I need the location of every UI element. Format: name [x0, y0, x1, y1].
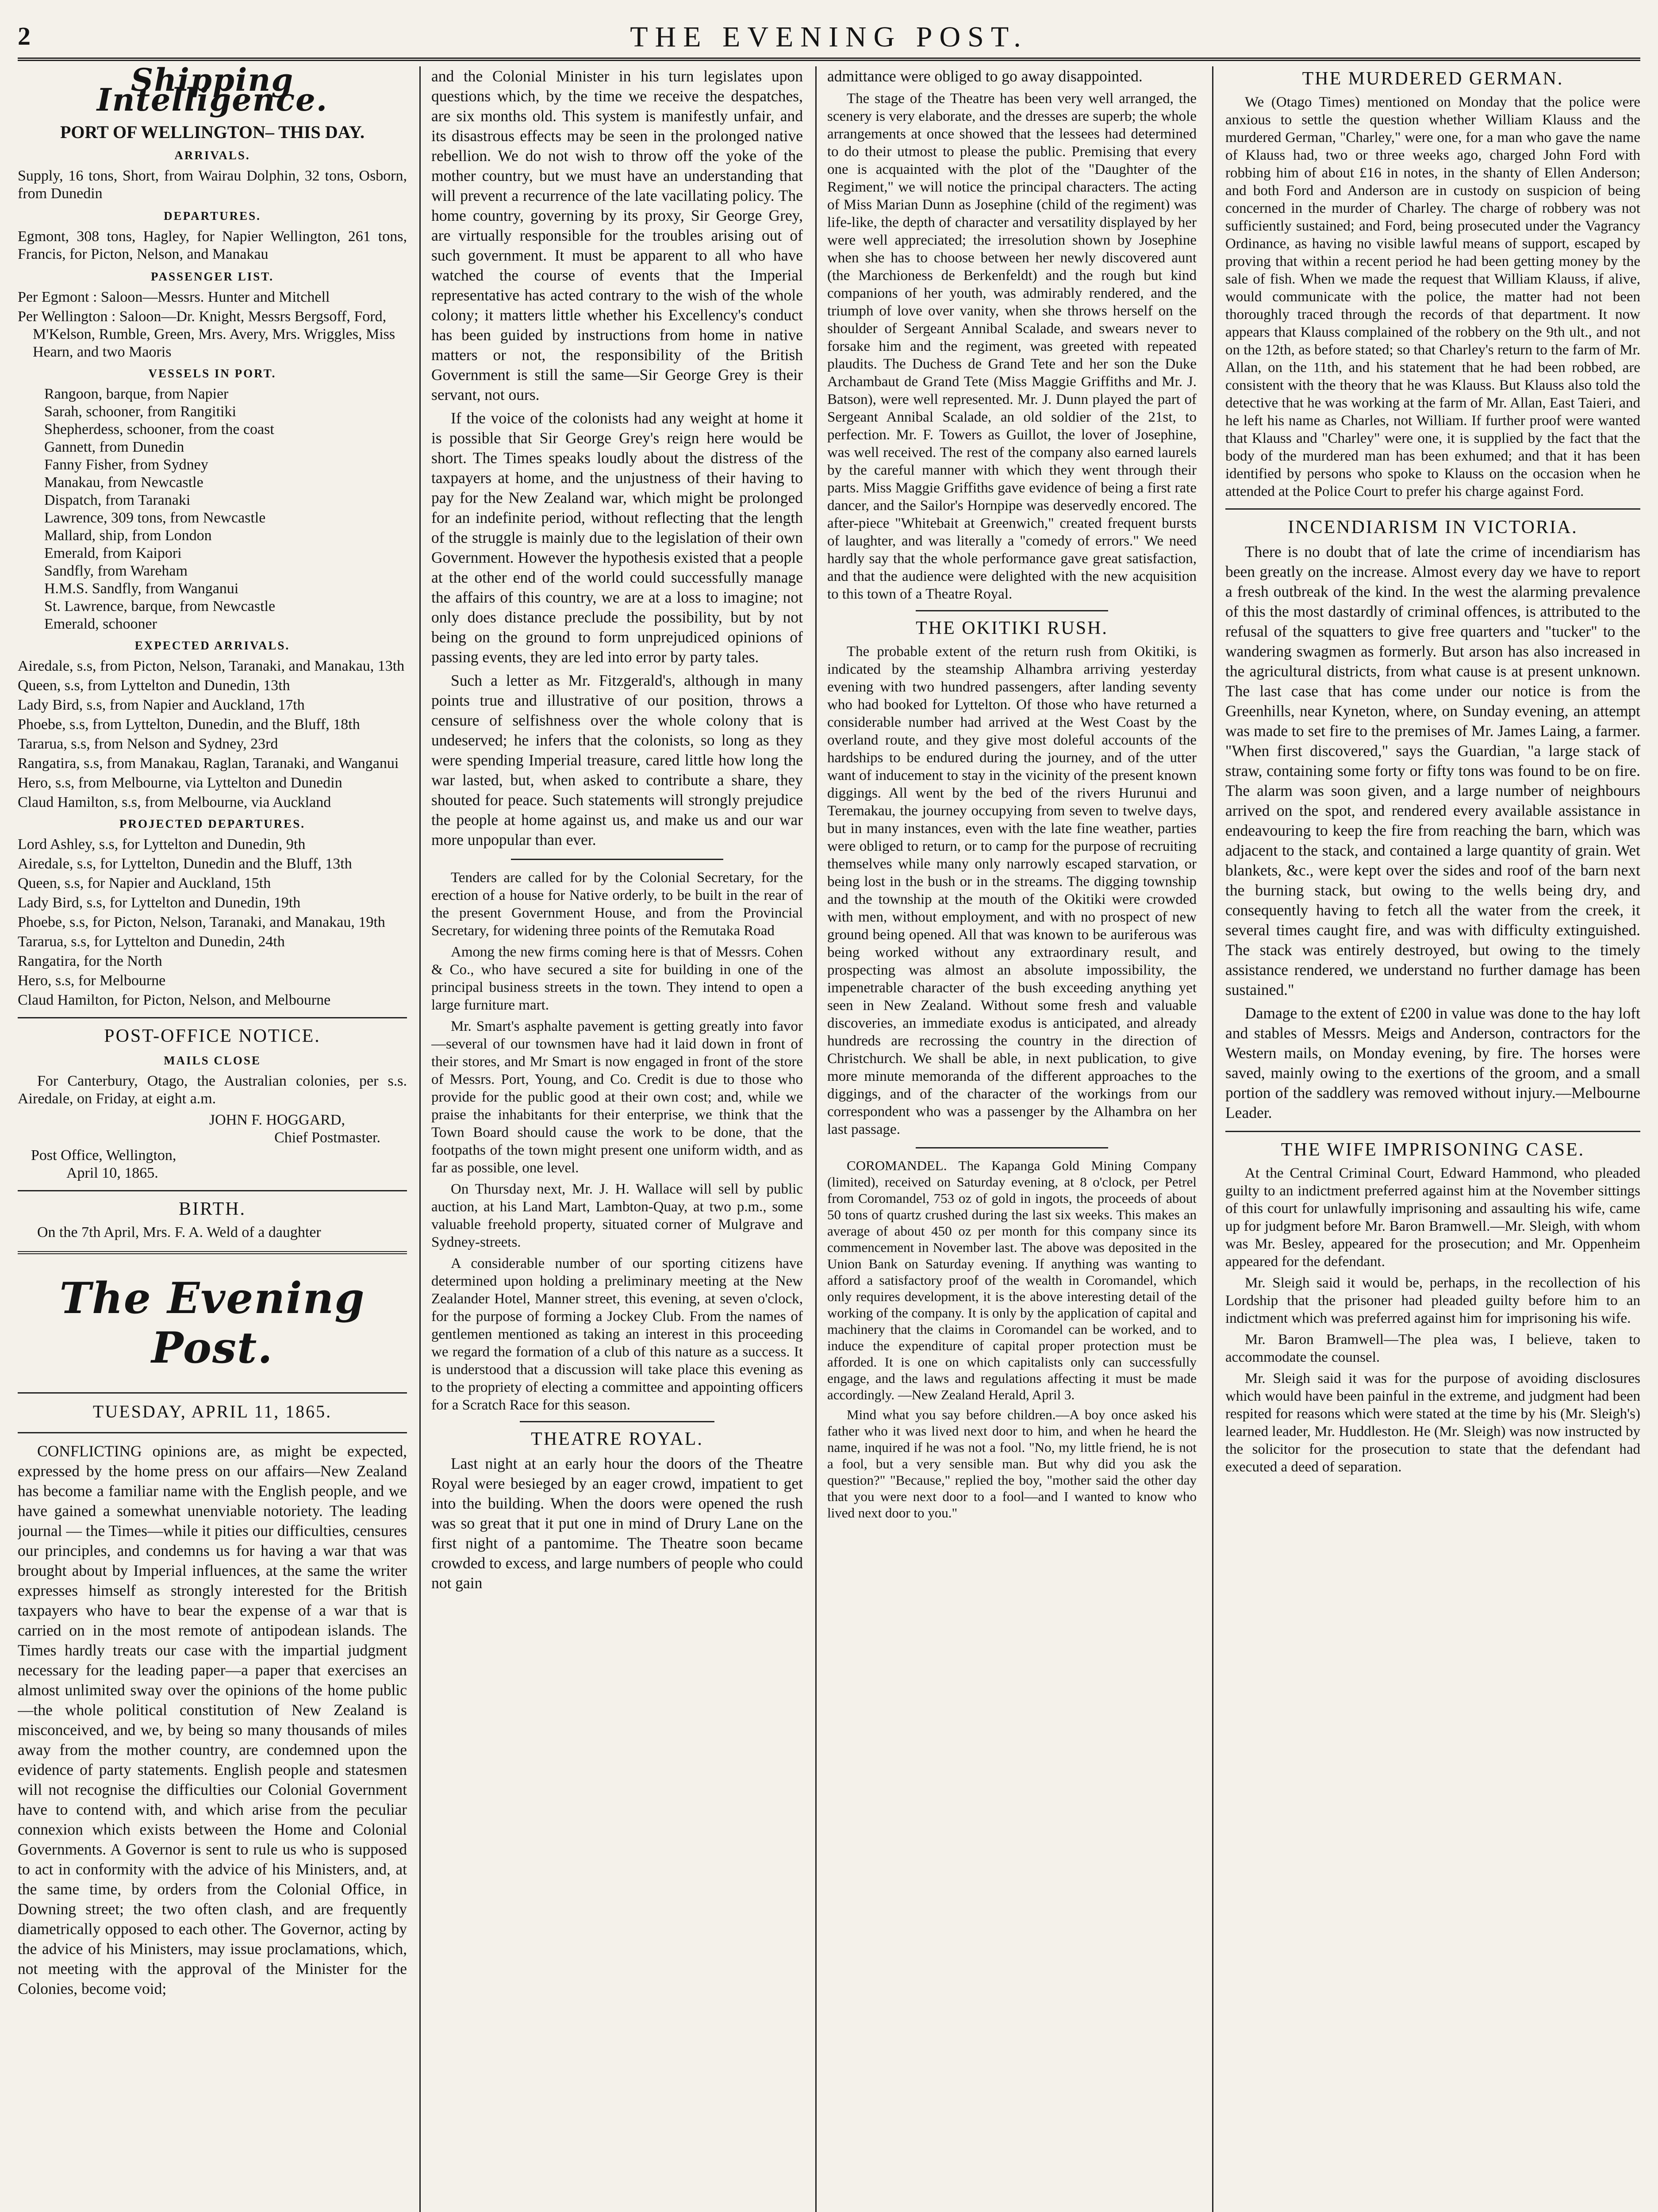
murdered-german-heading: THE MURDERED GERMAN. [1302, 69, 1564, 89]
incendiarism-paragraph: Damage to the extent of £200 in value was done to the hay loft and stables of Messrs. Meigs and Anderson, contractors for the Western mails, on Monday evening, by fire. The horses were saved, mainly owing to the exertions of the groom, and a small portion of the saddlery was removed without injury.—Melbourne Leader. [1225, 1004, 1640, 1121]
incendiarism-heading: INCENDIARISM IN VICTORIA. [1288, 517, 1578, 538]
expected-entry: Tararua, s.s, from Nelson and Sydney, 23rd [18, 736, 278, 752]
projected-entry: Tararua, s.s, for Lyttelton and Dunedin, 24th [18, 933, 285, 950]
theatre-paragraph: The stage of the Theatre has been very well arranged, the scenery is very elaborate, and the dresses are superb; the whole arrangements at once showed that the lessees had determined to do their utmost to please the public. Premising that every one is acquainted with the plot of the "Daughter of the Regiment," we will notice the principal characters. The acting of Miss Marian Dunn as Josephine (child of the regiment) was life-like, the depth of character and versatility displayed by her were well appreciated; the irresolution shown by Josephine when she has to choose between her newly discovered aunt (the Marchioness de Berkenfeldt) and the rough but kind companions of her youth, was admirably rendered, and the triumph of love over vanity, when she throws herself on the shoulder of Sergeant Annibal Scalade, and swears never to forsake him and the regiment, was greeted with repeated plaudits. The Duchess de Grand Tete and her son the Duke Archambaut de Grand Tete (Miss Maggie Griffiths and Mr. J. Batson), were well represented. Mr. J. Dunn played the part of Sergeant Annibal Scalade, an old soldier of the 21st, to perfection. Mr. F. Towers as Guillot, the lover of Josephine, was well received. The rest of the company also earned laurels by the careful manner with which they went through their parts. Miss Maggie Griffiths gave evidence of being a first rate dancer, and the Sailor's Hornpipe was deservedly encored. The after-piece "Whitebait at Greenwich," created frequent bursts of laughter, and was literally a "comedy of errors." We need hardly say that the whole performance gave great satisfaction, and that the audience were delighted with the new acquisition to this town of a Theatre Royal. [827, 91, 1197, 602]
short-rule [511, 859, 723, 860]
vessel-entry: Rangoon, barque, from Napier [44, 386, 229, 402]
expected-entry: Hero, s.s, from Melbourne, via Lyttelton and Dunedin [18, 775, 342, 791]
wife-case-paragraph: Mr. Sleigh said it was for the purpose of avoiding disclosures which would have been painful in the extreme, and judgment had been respited for reasons which were stated at the time by his (Mr. Sleigh's) learned leader, Mr. Huddleston. He (Mr. Sleigh) was now instructed by the solicitor for the prosecution to state that the defendant had executed a deed of separation. [1225, 1371, 1640, 1475]
incendiarism-paragraph: There is no doubt that of late the crime of incendiarism has been greatly on the increase. Almost every day we have to report a fresh outbreak of the kind. In the west the alarming prevalence of this the most dastardly of criminal offences, is attributed to the refusal of the squatters to give free quarters and "tucker" to the wandering swagmen as formerly. But arson has also increased in the agricultural districts, from what cause is at present unknown. The last case that has come under our notice is from the Greenhills, near Kyneton, where, on Sunday evening, an attempt was made to set fire to the premises of Mr. James Laing, a farmer. "When first discovered," says the Guardian, "a large stack of straw, containing some forty or fifty tons was found to be on fire. The alarm was soon given, and a large number of neighbours arrived on the spot, and rendered every available assistance in endeavouring to keep the fire from reaching the barn, which was adjacent to the stack, and contained a large quantity of grain. Wet blankets, &c., were kept over the sides and roof of the barn next the burning stack, but owing to the wells being dry, and consequently having to fetch all the water from the creek, it several times caught fire, and was with difficulty extinguished. The stack was entirely destroyed, but owing to the timely assistance rendered, we understand no further damage has been sustained." [1225, 543, 1640, 998]
post-office-notice-heading: POST-OFFICE NOTICE. [104, 1026, 321, 1046]
postmaster-name: JOHN F. HOGGARD, [209, 1112, 345, 1128]
column-1 [18, 66, 407, 2212]
wife-case-paragraph: At the Central Criminal Court, Edward Hammond, who pleaded guilty to an indictment preferred against him at the November sittings of this court for unlawfully imprisoning and assaulting his wife, came up for judgment before Mr. Baron Bramwell.—Mr. Sleigh, with whom was Mr. Besley, appeared for the prosecution; and Mr. Oppenheim appeared for the defendant. [1225, 1165, 1640, 1270]
passenger-entry: Per Egmont : Saloon—Messrs. Hunter and Mitchell [18, 289, 330, 305]
column-2 [431, 66, 803, 2212]
vessel-entry: H.M.S. Sandfly, from Wanganui [44, 580, 239, 597]
short-rule [916, 610, 1108, 611]
okitiki-paragraph: The probable extent of the return rush from Okitiki, is indicated by the steamship Alhambra arriving yesterday evening with two hundred passengers, after landing seventy who had booked for Lyttelton. Of those who have returned a considerable number had arrived at the West Coast by the overland route, and they give most doleful accounts of the hardships to be endured during the journey, and of the utter want of inducement to stay in the vicinity of the present known diggings. All went by the bed of the rivers Hurunui and Teremakau, the journey occupying from seven to twelve days, but in many instances, even with the late fine weather, parties were obliged to return, or to camp for the purpose of recruiting themselves while many only narrowly escaped starvation, or being lost in the bush or in the streams. The digging township and the township at the mouth of the Okitiki were crowded with men, without employment, and with no prospect of new ground being opened. All that was known to be auriferous was being worked without any extraordinary result, and prospecting was almost an absolute impossibility, the impenetrable character of the bush exceeding anything yet seen in New Zealand. Without some fresh and valuable discoveries, an immediate exodus is anticipated, and already hundreds are recrossing the country in the direction of Christchurch. We shall be able, in next publication, to give more minute memoranda of the different approaches to the diggings, and of the character of the workings from our correspondent who was a passenger by the Alhambra on her last passage. [827, 644, 1197, 1137]
section-rule [18, 1392, 407, 1394]
projected-departures-label: PROJECTED DEPARTURES. [119, 817, 306, 830]
vessel-entry: Shepherdess, schooner, from the coast [44, 421, 274, 438]
vessel-entry: St. Lawrence, barque, from Newcastle [44, 598, 276, 614]
post-office-date: April 10, 1865. [66, 1165, 158, 1181]
arrivals-label: ARRIVALS. [174, 149, 250, 162]
expected-arrivals-label: EXPECTED ARRIVALS. [134, 639, 290, 652]
passenger-entry: Per Wellington : Saloon—Dr. Knight, Messrs Bergsoff, Ford, M'Kelson, Rumble, Green, Mrs. Avery, Mrs. Wriggles, Miss Hearn, and two Maoris [18, 308, 395, 360]
okitiki-rush-heading: THE OKITIKI RUSH. [916, 618, 1108, 638]
projected-entry: Claud Hamilton, for Picton, Nelson, and Melbourne [18, 992, 331, 1008]
arrivals-text: Supply, 16 tons, Short, from Wairau Dolphin, 32 tons, Osborn, from Dunedin [18, 168, 407, 202]
departures-text: Egmont, 308 tons, Hagley, for Napier Wellington, 261 tons, Francis, for Picton, Nelson, and Manakau [18, 228, 407, 262]
wife-case-paragraph: Mr. Sleigh said it would be, perhaps, in the recollection of his Lordship that the prisoner had pleaded guilty before him to an indictment which was preferred against him for imprisoning his wife. [1225, 1275, 1640, 1326]
column-divider [815, 66, 817, 2212]
dateline: TUESDAY, APRIL 11, 1865. [92, 1402, 332, 1421]
projected-entry: Phoebe, s.s, for Picton, Nelson, Taranaki, and Manakau, 19th [18, 914, 385, 930]
vessel-entry: Mallard, ship, from London [44, 527, 212, 544]
birth-text: On the 7th April, Mrs. F. A. Weld of a daughter [37, 1224, 321, 1240]
editorial-paragraph: Such a letter as Mr. Fitzgerald's, although in many points true and illustrative of our position, throws a censure of selfishness over the whole colony that is undeserved; he infers that the colonists, so long as they were spending Imperial treasure, cared little how long the war lasted, but, when asked to contribute a share, they shouted for peace. Such statements will strongly prejudice the people at home against us, and make us and our war more unpopular than ever. [431, 672, 803, 849]
short-rule [916, 1147, 1108, 1148]
wife-case-paragraph: Mr. Baron Bramwell—The plea was, I believe, taken to accommodate the counsel. [1225, 1332, 1640, 1365]
expected-entry: Phoebe, s.s, from Lyttelton, Dunedin, and the Bluff, 18th [18, 716, 360, 733]
vessel-entry: Manakau, from Newcastle [44, 474, 203, 491]
post-office-location: Post Office, Wellington, [31, 1147, 177, 1164]
birth-heading: BIRTH. [179, 1199, 246, 1219]
double-rule [18, 1251, 407, 1254]
short-rule [520, 1421, 714, 1422]
vessel-entry: Fanny Fisher, from Sydney [44, 457, 208, 473]
postmaster-title: Chief Postmaster. [274, 1129, 380, 1146]
masthead [18, 9, 1640, 61]
news-paragraph: Mr. Smart's asphalte pavement is getting greatly into favor—several of our townsmen have had it laid down in front of their stores, and Mr Smart is now engaged in front of the store of Messrs. Port, Young, and Co. Credit is due to those who provide for the public good at their own cost; and, while we praise the inhabitants for their enterprise, we think that the Town Board should cause the work to be done, that the footpaths of the town might present one uniform width, and as far as possible, one level. [431, 1018, 803, 1176]
expected-entry: Lady Bird, s.s, from Napier and Auckland, 17th [18, 697, 305, 713]
projected-entry: Lord Ashley, s.s, for Lyttelton and Dunedin, 9th [18, 836, 306, 853]
column-4 [1225, 66, 1640, 2212]
section-rule [1225, 508, 1640, 510]
column-divider [419, 66, 421, 2212]
anecdote-paragraph: Mind what you say before children.—A boy once asked his father who it was lived next door to him, and when he heard the name, inquired if he was not a fool. "No, my little friend, he is not a fool, but a very sensible man. But why did you ask the question?" "Because," replied the boy, "mother said the other day that you were next door to a fool—and I wanted to know who lived next door to you." [827, 1407, 1197, 1521]
section-rule [18, 1432, 407, 1433]
passenger-list-label: PASSENGER LIST. [150, 270, 274, 283]
vessel-entry: Sarah, schooner, from Rangitiki [44, 403, 236, 420]
murdered-german-paragraph: We (Otago Times) mentioned on Monday that the police were anxious to settle the question whether William Klauss and the murdered German, "Charley," were one, for a man who gave the name of Klauss had, two or three weeks ago, charged John Ford with robbing him of about £16 in notes, in the shanty of Ellen Anderson; and both Ford and Anderson are in custody on suspicion of being concerned in the murder of Charley. The charge of robbery was not sufficiently sustained; and Ford, being prosecuted under the Vagrancy Ordinance, as having no visible lawful means of support, escaped by proving that within a recent period he had been getting money by the sale of fish. When we made the request that William Klauss, if alive, would communicate with the police, the matter had not been thoroughly traced through the records of that department. It now appears that Klauss complained of the robbery on the 9th ult., and not on the 12th, as before stated; so that Charley's return to the farm of Mr. Allan, on the 11th, and his statement that he had been robbed, are consistent with the theory that he was Klauss. But Klauss also told the detective that he was working at the farm of Mr. Allan, East Taieri, and he left his name as Charles, not William. If further proof were wanted that Klauss and "Charley" were one, it is supplied by the fact that the body of the murdered man has been exhumed; and that it has been identified by persons who spoke to Klauss on the occasion when he attended at the Police Court to prefer his charge against Ford. [1225, 94, 1640, 499]
mails-close-label: MAILS CLOSE [164, 1054, 261, 1067]
shipping-intelligence-title: Shipping Intelligence. [96, 66, 328, 118]
vessel-entry: Emerald, schooner [44, 616, 157, 632]
page-number: 2 [18, 22, 31, 50]
section-rule [18, 1017, 407, 1018]
editorial-paragraph: If the voice of the colonists had any weight at home it is possible that Sir George Grey's reign here would be short. The Times speaks loudly about the distress of the taxpayers at home, and the unjustness of their having to pay for the New Zealand war, which might be prolonged for an indefinite period, without reflecting that the length of the struggle is mainly due to the legislation of their own Government. However the hypothesis existed that a people at the other end of the world could successfully manage the affairs of this country, we are at a loss to imagine; not only does distance preclude the possibility, but by not being on the ground to form unprejudiced opinions of passing events, they are led into error by party tales. [431, 409, 803, 666]
news-paragraph: A considerable number of our sporting citizens have determined upon holding a preliminary meeting at the New Zealander Hotel, Manner street, this evening, at seven o'clock, for the purpose of forming a Jockey Club. From the names of gentlemen mentioned as taking an interest in this proceeding we regard the formation of a club of this nature as a success. It is understood that a discussion will take place this evening as to the propriety of electing a committee and appointing officers for a Scratch Race for this season. [431, 1256, 803, 1413]
vessel-entry: Gannett, from Dunedin [44, 439, 184, 455]
vessels-list [18, 385, 407, 633]
expected-entry: Rangatira, s.s, from Manakau, Raglan, Taranaki, and Wanganui [18, 755, 399, 772]
theatre-royal-heading: THEATRE ROYAL. [531, 1429, 703, 1449]
vessel-entry: Sandfly, from Wareham [44, 563, 188, 579]
vessel-entry: Lawrence, 309 tons, from Newcastle [44, 510, 266, 526]
mails-text: For Canterbury, Otago, the Australian colonies, per s.s. Airedale, on Friday, at eight a.m. [18, 1073, 407, 1107]
theatre-continued: admittance were obliged to go away disappointed. [827, 67, 1143, 85]
expected-entry: Claud Hamilton, s.s, from Melbourne, via Auckland [18, 794, 331, 810]
editorial-continued: and the Colonial Minister in his turn legislates upon questions which, by the time we receive the despatches, are six months old. This system is manifestly unfair, and its disastrous effects may be seen in the prolonged native rebellion. We do not wish to throw off the yoke of the mother country, but we must have an understanding that will prevent a recurrence of the late vacillating policy. The home country, governing by its proxy, Sir George Grey, are virtually responsible for the troubles arising out of such government. It must be apparent to all who have watched the course of events that the Imperial representative has acted contrary to the wish of the whole colony; it matters little whether his Excellency's conduct has been guided by instructions from home in native matters or not, the responsibility of the British Government is still the same—Sir George Grey is their servant, not ours. [431, 67, 803, 403]
projected-entry: Airedale, s.s, for Lyttelton, Dunedin and the Bluff, 13th [18, 856, 352, 872]
newspaper-header-title: THE EVENING POST. [630, 21, 1028, 53]
vessel-entry: Emerald, from Kaipori [44, 545, 182, 561]
wife-imprisoning-heading: THE WIFE IMPRISONING CASE. [1281, 1140, 1585, 1160]
column-3 [827, 66, 1197, 2212]
port-heading: PORT OF WELLINGTON– THIS DAY. [60, 122, 365, 142]
expected-entry: Queen, s.s, from Lyttelton and Dunedin, 13th [18, 677, 290, 694]
expected-entry: Airedale, s.s, from Picton, Nelson, Taranaki, and Manakau, 13th [18, 658, 405, 674]
news-paragraph: On Thursday next, Mr. J. H. Wallace will sell by public auction, at his Land Mart, Lambton-Quay, at two p.m., some valuable freehold property, situated corner of Mulgrave and Sydney-streets. [431, 1181, 803, 1250]
editorial-text: CONFLICTING opinions are, as might be expected, expressed by the home press on our affairs—New Zealand has become a familiar name with the English people, and we have gained a somewhat unenviable notoriety. The leading journal — the Times—while it pities our difficulties, censures our principles, and condemns us for having a war that was brought about by Imperial influences, at the same the writer expresses himself as strongly interested for the British taxpayers who have to bear the expense of a war that is carried on in the most remote of antipodean islands. The Times hardly treats our case with the impartial judgment necessary for the leading paper—a paper that exercises an almost unlimited sway over the opinions of the home public—the whole political constitution of New Zealand is misconceived, and we, by being so many thousands of miles away from the mother country, are condemned upon the evidence of party statements. English people and statesmen will not recognise the difficulties our Colonial Government have to contend with, and which arise from the peculiar connexion which exists between the Home and Colonial Governments. A Governor is sent to rule us who is supposed to act in conformity with the advice of his Ministers, and, at the same time, by orders from the Colonial Office, in Downing street; the two often clash, and are frequently diametrically opposed to each other. The Governor, acting by the advice of his Ministers, may issue proclamations, which, not meeting with the approval of the Minister for the Colonies, become void; [18, 1442, 407, 1997]
news-paragraph: Tenders are called for by the Colonial Secretary, for the erection of a house for Native orderly, to be built in the rear of the present Government House, and from the Provincial Secretary, for widening three points of the Remutaka Road [431, 870, 803, 939]
section-rule [18, 1190, 407, 1191]
departures-label: DEPARTURES. [164, 209, 261, 223]
vessel-entry: Dispatch, from Taranaki [44, 492, 191, 508]
column-divider [1212, 66, 1213, 2212]
vessels-in-port-label: VESSELS IN PORT. [148, 367, 276, 380]
projected-entry: Rangatira, for the North [18, 953, 162, 969]
paper-title: The Evening Post. [59, 1273, 365, 1373]
section-rule [1225, 1131, 1640, 1132]
projected-entry: Lady Bird, s.s, for Lyttelton and Dunedin, 19th [18, 895, 301, 911]
news-paragraph: Among the new firms coming here is that of Messrs. Cohen & Co., who have secured a site for building in one of the principal business streets in the town. They intend to open a large furniture mart. [431, 944, 803, 1013]
theatre-paragraph: Last night at an early hour the doors of the Theatre Royal were besieged by an eager crowd, impatient to get into the building. When the doors were opened the rush was so great that it put one in mind of Drury Lane on the first night of a pantomime. The Theatre soon became crowded to excess, and large numbers of people who could not gain [431, 1455, 803, 1592]
projected-entry: Queen, s.s, for Napier and Auckland, 15th [18, 875, 271, 891]
coromandel-paragraph: COROMANDEL. The Kapanga Gold Mining Company (limited), received on Saturday evening, at 8 o'clock, per Petrel from Coromandel, 753 oz of gold in ingots, the proceeds of about 50 tons of quartz crushed during the last six weeks. This makes an average of about 450 oz per month for this company since its commencement in November last. The above was deposited in the Union Bank on Saturday evening. If anything was wanting to afford a satisfactory proof of the wealth in Coromandel, which only requires development, it is the above interesting detail of the working of the company. It is only by the application of capital and machinery that the claims in Coromandel can be worked, and to induce the expenditure of capital proper protection must be afforded. It is one on which capitalists only can successfully engage, and the laws and regulations affecting it must be made accordingly. —New Zealand Herald, April 3. [827, 1158, 1197, 1402]
projected-entry: Hero, s.s, for Melbourne [18, 972, 166, 989]
